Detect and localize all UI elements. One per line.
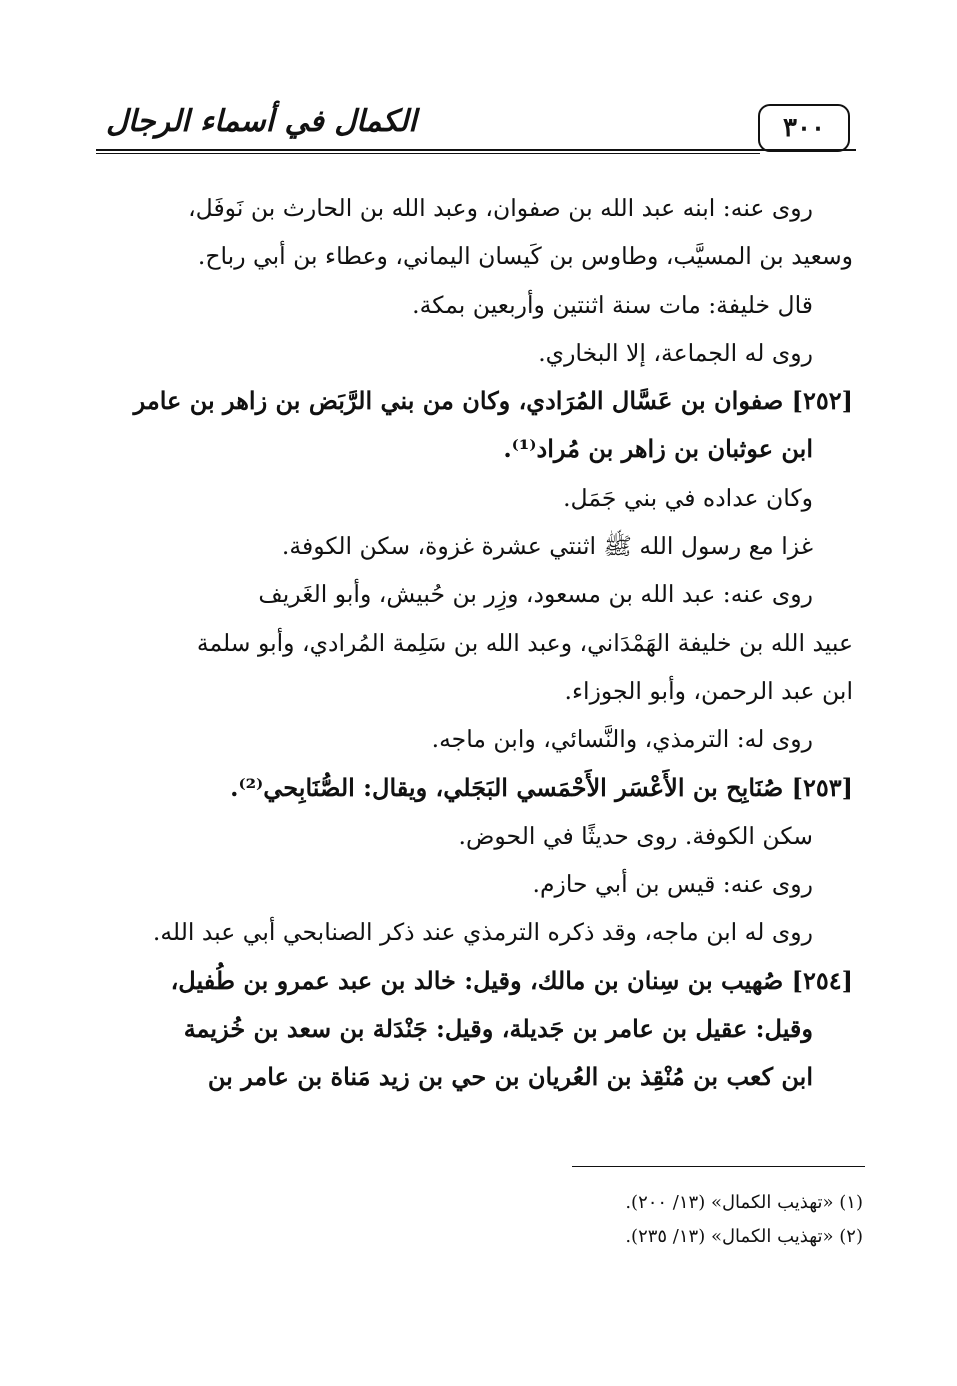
footnote: (١) «تهذيب الكمال» (١٣/ ٢٠٠). (625, 1192, 863, 1213)
text-line: [٢٥٤] صُهيب بن سِنان بن مالك، وقيل: خالد بن عبد عمرو بن طُفيل، (170, 965, 853, 995)
text-line: ابن عبد الرحمن، وأبو الجوزاء. (564, 676, 853, 705)
header-rule (96, 149, 856, 151)
text-line: [٢٥٣] صُنَابِح بن الأَعْسَر الأَحْمَسي البَجَلي، ويقال: الصُّنَابِحي⁽²⁾. (230, 772, 853, 802)
text-line: [٢٥٢] صفوان بن عَسَّال المُرَادي، وكان من بني الرَّبَض بن زاهر بن عامر (133, 386, 853, 416)
text-line: روى عنه: ابنه عبد الله بن صفوان، وعبد الله بن الحارث بن نَوفَل، (188, 194, 813, 222)
text-line: روى له: الترمذي، والنَّسائي، وابن ماجه. (431, 725, 813, 754)
text-line: غزا مع رسول الله ﷺ اثنتي عشرة غزوة، سكن الكوفة. (281, 532, 813, 561)
footnote: (٢) «تهذيب الكمال» (١٣/ ٢٣٥). (625, 1226, 863, 1247)
footnote-separator (572, 1166, 865, 1167)
page-header (96, 98, 856, 154)
page-number: ٣٠٠ (758, 104, 850, 152)
text-line: قال خليفة: مات سنة اثنتين وأربعين بمكة. (412, 290, 813, 319)
text-line: روى له ابن ماجه، وقد ذكره الترمذي عند ذكر الصنابحي أبي عبد الله. (152, 918, 813, 947)
text-line: سكن الكوفة. روى حديثًا في الحوض. (458, 821, 813, 850)
main-text (108, 184, 853, 1102)
running-title: الكمال في أسماء الرجال (106, 104, 417, 139)
text-line: روى عنه: عبد الله بن مسعود، وزِر بن حُبيش، وأبو الغَريف (258, 580, 813, 609)
text-line: روى له الجماعة، إلا البخاري. (538, 338, 813, 367)
text-line: وقيل: عقيل بن عامر بن جَديلة، وقيل: جَنْدَلة بن سعد بن خُزيمة (183, 1014, 813, 1044)
text-line: ابن عوثبان بن زاهر بن مُراد⁽¹⁾. (503, 434, 813, 464)
footnotes (363, 1186, 863, 1254)
header-rule-thin (96, 153, 760, 154)
text-line: وكان عداده في بني جَمَل. (563, 483, 813, 512)
text-line: روى عنه: قيس بن أبي حازم. (532, 870, 813, 899)
text-line: وسعيد بن المسيَّب، وطاوس بن كَيسان اليماني، وعطاء بن أبي رباح. (197, 242, 853, 271)
text-line: عبيد الله بن خليفة الهَمْدَاني، وعبد الله بن سَلِمة المُرادي، وأبو سلمة (196, 628, 853, 657)
text-line: ابن كعب بن مُنْقِذ بن العُريان بن حي بن زيد مَناة بن عامر بن (207, 1062, 813, 1092)
